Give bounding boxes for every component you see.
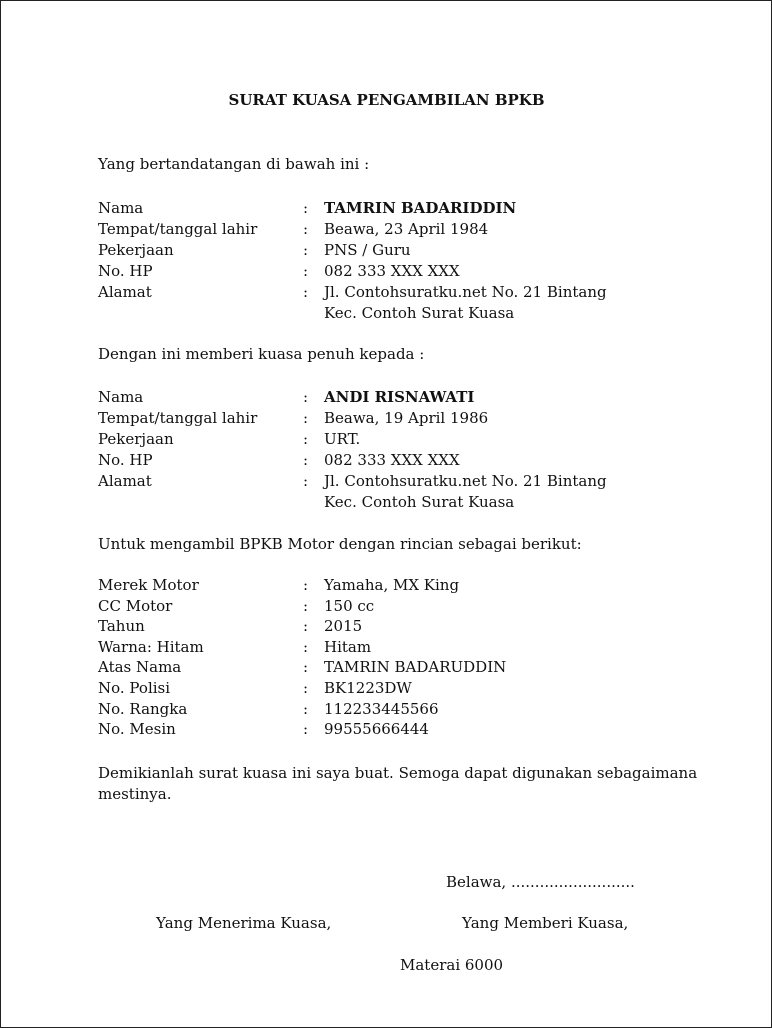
colon: : <box>303 430 309 448</box>
colon: : <box>303 283 309 301</box>
grantee-name: ANDI RISNAWATI <box>324 388 475 406</box>
vehicle-cc: 150 cc <box>324 597 375 615</box>
vehicle-warna-row <box>98 637 718 658</box>
colon: : <box>303 617 309 635</box>
vehicle-polisi-row <box>98 678 718 699</box>
field-label: Merek Motor <box>98 576 199 594</box>
grantor-nama-row <box>98 198 718 219</box>
vehicle-tahun: 2015 <box>324 617 363 635</box>
field-label: Warna: Hitam <box>98 638 204 656</box>
grantor-ttl-row <box>98 219 718 240</box>
field-label: Tempat/tanggal lahir <box>98 409 258 427</box>
grantee-hp-row <box>98 450 718 471</box>
field-label: No. Polisi <box>98 679 171 697</box>
grantor-ttl: Beawa, 23 April 1984 <box>324 220 489 238</box>
colon: : <box>303 262 309 280</box>
colon: : <box>303 199 309 217</box>
field-label: Alamat <box>98 472 152 490</box>
grantor-hp: 082 333 XXX XXX <box>324 262 460 280</box>
colon: : <box>303 220 309 238</box>
field-label: Atas Nama <box>98 658 182 676</box>
field-label: No. HP <box>98 262 153 280</box>
grantee-alamat-1: Jl. Contohsuratku.net No. 21 Bintang <box>324 472 607 490</box>
field-label: No. Rangka <box>98 700 188 718</box>
purpose-text: Untuk mengambil BPKB Motor dengan rincian sebagai berikut: <box>98 535 582 553</box>
field-label: Tahun <box>98 617 145 635</box>
field-label: Pekerjaan <box>98 241 174 259</box>
closing-text: Demikianlah surat kuasa ini saya buat. Semoga dapat digunakan sebagaimana mestinya. <box>98 764 698 803</box>
field-label: Nama <box>98 199 144 217</box>
intro-text: Yang bertandatangan di bawah ini : <box>98 155 370 173</box>
colon: : <box>303 658 309 676</box>
grantor-pekerjaan-row <box>98 240 718 261</box>
colon: : <box>303 451 309 469</box>
grantor-alamat-row <box>98 282 718 303</box>
colon: : <box>303 388 309 406</box>
vehicle-polisi: BK1223DW <box>324 679 412 697</box>
grantor-alamat-1: Jl. Contohsuratku.net No. 21 Bintang <box>324 283 607 301</box>
vehicle-rangka: 112233445566 <box>324 700 439 718</box>
vehicle-cc-row <box>98 596 718 617</box>
colon: : <box>303 241 309 259</box>
grantee-hp: 082 333 XXX XXX <box>324 451 460 469</box>
vehicle-tahun-row <box>98 616 718 637</box>
grantee-ttl: Beawa, 19 April 1986 <box>324 409 489 427</box>
grantor-alamat-2: Kec. Contoh Surat Kuasa <box>324 304 515 322</box>
vehicle-rangka-row <box>98 699 718 720</box>
field-label: Alamat <box>98 283 152 301</box>
field-label: No. HP <box>98 451 153 469</box>
place-date: Belawa, .......................... <box>446 873 635 891</box>
materai-label: Materai 6000 <box>400 956 504 974</box>
grantee-alamat-row <box>98 471 718 492</box>
vehicle-merek-row <box>98 575 718 596</box>
giver-label: Yang Memberi Kuasa, <box>462 914 629 932</box>
colon: : <box>303 638 309 656</box>
colon: : <box>303 576 309 594</box>
field-label: CC Motor <box>98 597 173 615</box>
vehicle-warna: Hitam <box>324 638 372 656</box>
grantee-pekerjaan-row <box>98 429 718 450</box>
grantee-pekerjaan: URT. <box>324 430 361 448</box>
grantee-ttl-row <box>98 408 718 429</box>
vehicle-mesin: 99555666444 <box>324 720 429 738</box>
grantor-pekerjaan: PNS / Guru <box>324 241 411 259</box>
colon: : <box>303 700 309 718</box>
colon: : <box>303 472 309 490</box>
grant-text: Dengan ini memberi kuasa penuh kepada : <box>98 345 425 363</box>
receiver-label: Yang Menerima Kuasa, <box>156 914 332 932</box>
grantee-nama-row <box>98 387 718 408</box>
colon: : <box>303 679 309 697</box>
field-label: Tempat/tanggal lahir <box>98 220 258 238</box>
colon: : <box>303 597 309 615</box>
colon: : <box>303 720 309 738</box>
document-title: SURAT KUASA PENGAMBILAN BPKB <box>228 91 545 109</box>
colon: : <box>303 409 309 427</box>
vehicle-atas-nama: TAMRIN BADARUDDIN <box>324 658 507 676</box>
vehicle-atas-nama-row <box>98 657 718 678</box>
field-label: No. Mesin <box>98 720 176 738</box>
vehicle-mesin-row <box>98 719 718 740</box>
field-label: Pekerjaan <box>98 430 174 448</box>
grantee-alamat-2: Kec. Contoh Surat Kuasa <box>324 493 515 511</box>
grantor-name: TAMRIN BADARIDDIN <box>324 199 517 217</box>
grantor-hp-row <box>98 261 718 282</box>
vehicle-merek: Yamaha, MX King <box>324 576 460 594</box>
field-label: Nama <box>98 388 144 406</box>
